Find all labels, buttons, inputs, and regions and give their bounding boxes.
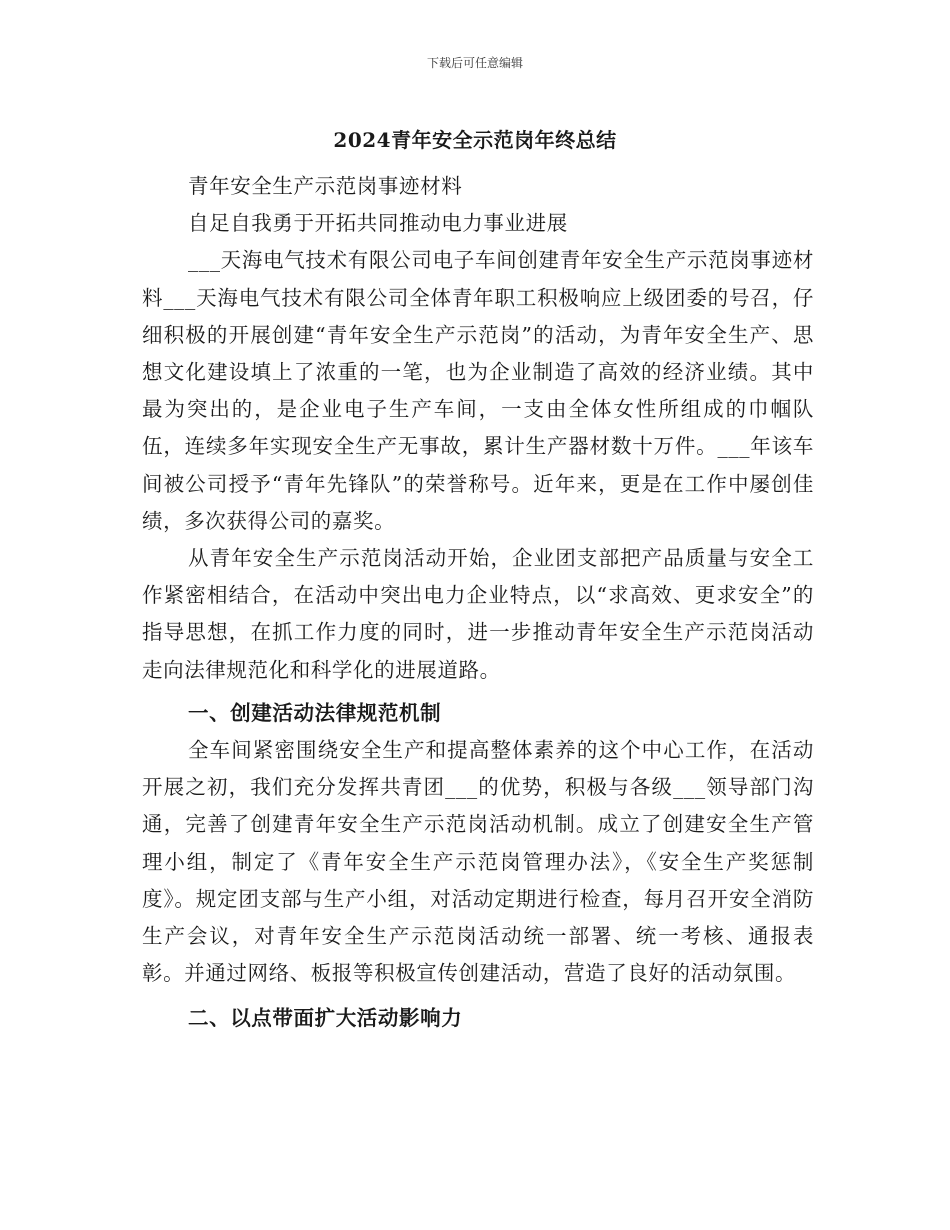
- document-title: 2024青年安全示范岗年终总结: [333, 128, 617, 152]
- paragraph-overview: 从青年安全生产示范岗活动开始，企业团支部把产品质量与安全工作紧密相结合，在活动中突出电力企业特点，以“求高效、更求安全”的指导思想，在抓工作力度的同时，进一步推动青年安全生产示范岗活动走向法律规范化和科学化的进展道路。: [142, 546, 814, 682]
- paragraph-slogan: 自足自我勇于开拓共同推动电力事业进展: [188, 211, 568, 236]
- document-body: [142, 168, 814, 1038]
- section-heading-2: 二、以点带面扩大活动影响力: [188, 1006, 463, 1031]
- paragraph-section-1: 全车间紧密围绕安全生产和提高整体素养的这个中心工作，在活动开展之初，我们充分发挥共青团___的优势，积极与各级___领导部门沟通，完善了创建青年安全生产示范岗活动机制。成立了创建安全生产管理小组，制定了《青年安全生产示范岗管理办法》，《安全生产奖惩制度》。规定团支部与生产小组，对活动定期进行检查，每月召开安全消防生产会议，对青年安全生产示范岗活动统一部署、统一考核、通报表彰。并通过网络、板报等积极宣传创建活动，营造了良好的活动氛围。: [142, 738, 814, 986]
- header-note: 下载后可任意编辑: [426, 56, 523, 70]
- paragraph-subtitle: 青年安全生产示范岗事迹材料: [188, 174, 463, 198]
- paragraph-intro: ___天海电气技术有限公司电子车间创建青年安全生产示范岗事迹材料___天海电气技术有限公司全体青年职工积极响应上级团委的号召，仔细积极的开展创建“青年安全生产示范岗”的活动，为青年安全生产、思想文化建设填上了浓重的一笔，也为企业制造了高效的经济业绩。其中最为突出的，是企业电子生产车间，一支由全体女性所组成的巾帼队伍，连续多年实现安全生产无事故，累计生产器材数十万件。___年该车间被公司授予“青年先锋队”的荣誉称号。近年来，更是在工作中屡创佳绩，多次获得公司的嘉奖。: [142, 248, 814, 533]
- section-heading-1: 一、创建活动法律规范机制: [188, 700, 442, 725]
